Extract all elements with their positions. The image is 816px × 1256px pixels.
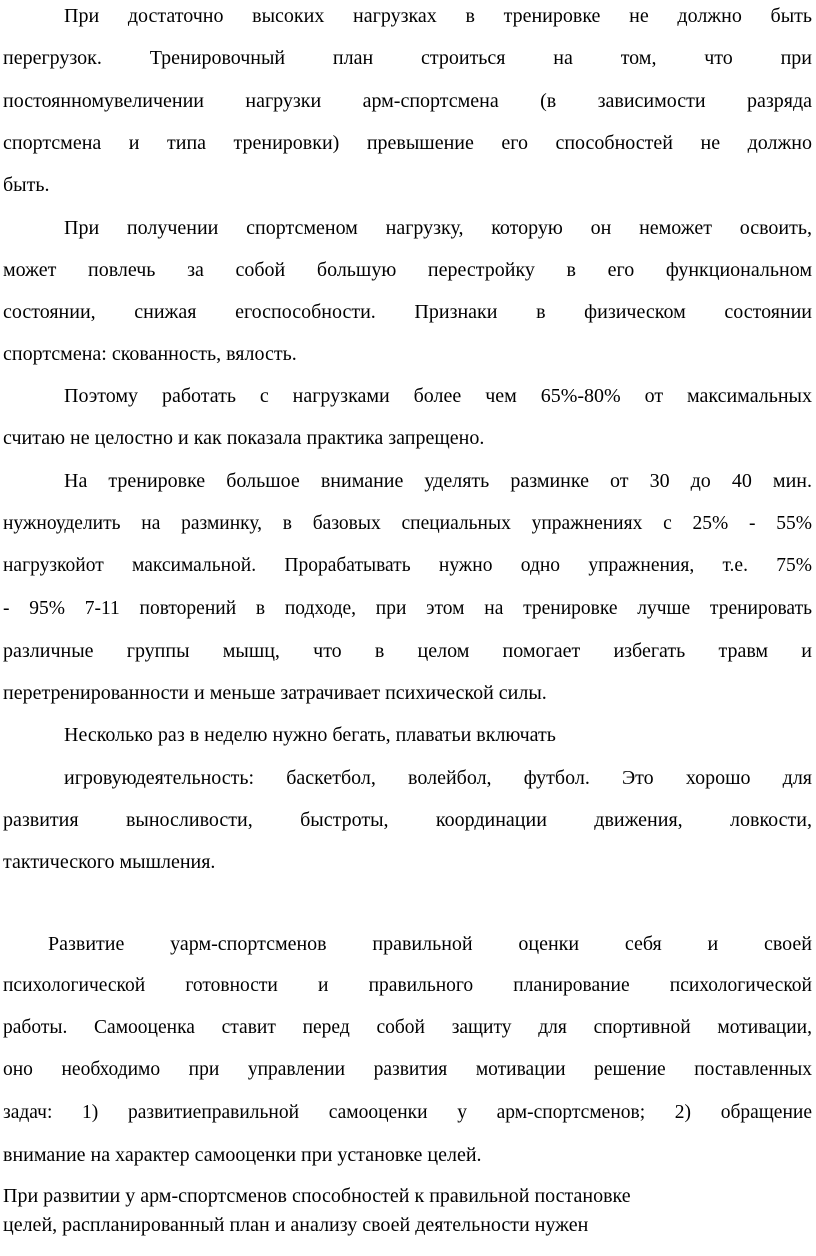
p1-line-1: При достаточно высоких нагрузках в тренировке не должно быть: [64, 5, 812, 27]
p6-line-6: внимание на характер самооценки при установке целей.: [3, 1144, 482, 1166]
p4-line-1: На тренировке большое внимание уделять разминке от 30 до 40 мин.: [64, 470, 812, 492]
p5-line-3: развития выносливости, быстроты, координации движения, ловкости,: [3, 809, 812, 831]
p7-line-2: целей, распланированный план и анализу своей деятельности нужен: [3, 1214, 589, 1236]
p4-line-6: перетренированности и меньше затрачивает психической силы.: [3, 682, 547, 704]
p1-line-5: быть.: [3, 174, 50, 196]
p6-line-3: работы. Самооценка ставит перед собой защиту для спортивной мотивации,: [3, 1017, 812, 1038]
p2-line-2: может повлечь за собой большую перестройку в его функциональном: [3, 259, 812, 281]
p6-line-2: психологической готовности и правильного планирование психологической: [3, 975, 812, 996]
p6-line-4: оно необходимо при управлении развития мотивации решение поставленных: [3, 1059, 812, 1080]
p4-line-2: нужноуделить на разминку, в базовых специальных упражнениях с 25% - 55%: [3, 513, 812, 534]
p2-line-4: спортсмена: скованность, вялость.: [3, 343, 297, 365]
p5-line-1: Несколько раз в неделю нужно бегать, плаватьи включать: [64, 724, 556, 746]
p6-line-5: задач: 1) развитиеправильной самооценки у арм-спортсменов; 2) обращение: [3, 1102, 812, 1123]
p1-line-2: перегрузок. Тренировочный план строиться на том, что при: [3, 47, 812, 69]
p5-line-4: тактического мышления.: [3, 851, 216, 873]
p4-line-3: нагрузкойот максимальной. Прорабатывать нужно одно упражнения, т.е. 75%: [3, 555, 812, 576]
p3-line-1: Поэтому работать с нагрузками более чем 65%-80% от максимальных: [64, 385, 812, 407]
p5-line-2: игровуюдеятельность: баскетбол, волейбол, футбол. Это хорошо для: [64, 767, 812, 789]
p1-line-3: постоянномувеличении нагрузки арм-спортсмена (в зависимости разряда: [3, 90, 812, 112]
p6-line-1: Развитие уарм-спортсменов правильной оценки себя и своей: [48, 933, 812, 955]
p7-line-1: При развитии у арм-спортсменов способностей к правильной постановке: [3, 1185, 631, 1207]
p1-line-4: спортсмена и типа тренировки) превышение его способностей не должно: [3, 132, 812, 154]
p2-line-1: При получении спортсменом нагрузку, которую он неможет освоить,: [64, 217, 812, 239]
p3-line-2: считаю не целостно и как показала практика запрещено.: [3, 427, 485, 449]
p2-line-3: состоянии, снижая егоспособности. Признаки в физическом состоянии: [3, 301, 812, 323]
p4-line-5: различные группы мышц, что в целом помогает избегать травм и: [3, 640, 812, 662]
p4-line-4: - 95% 7-11 повторений в подходе, при этом на тренировке лучше тренировать: [3, 598, 812, 619]
